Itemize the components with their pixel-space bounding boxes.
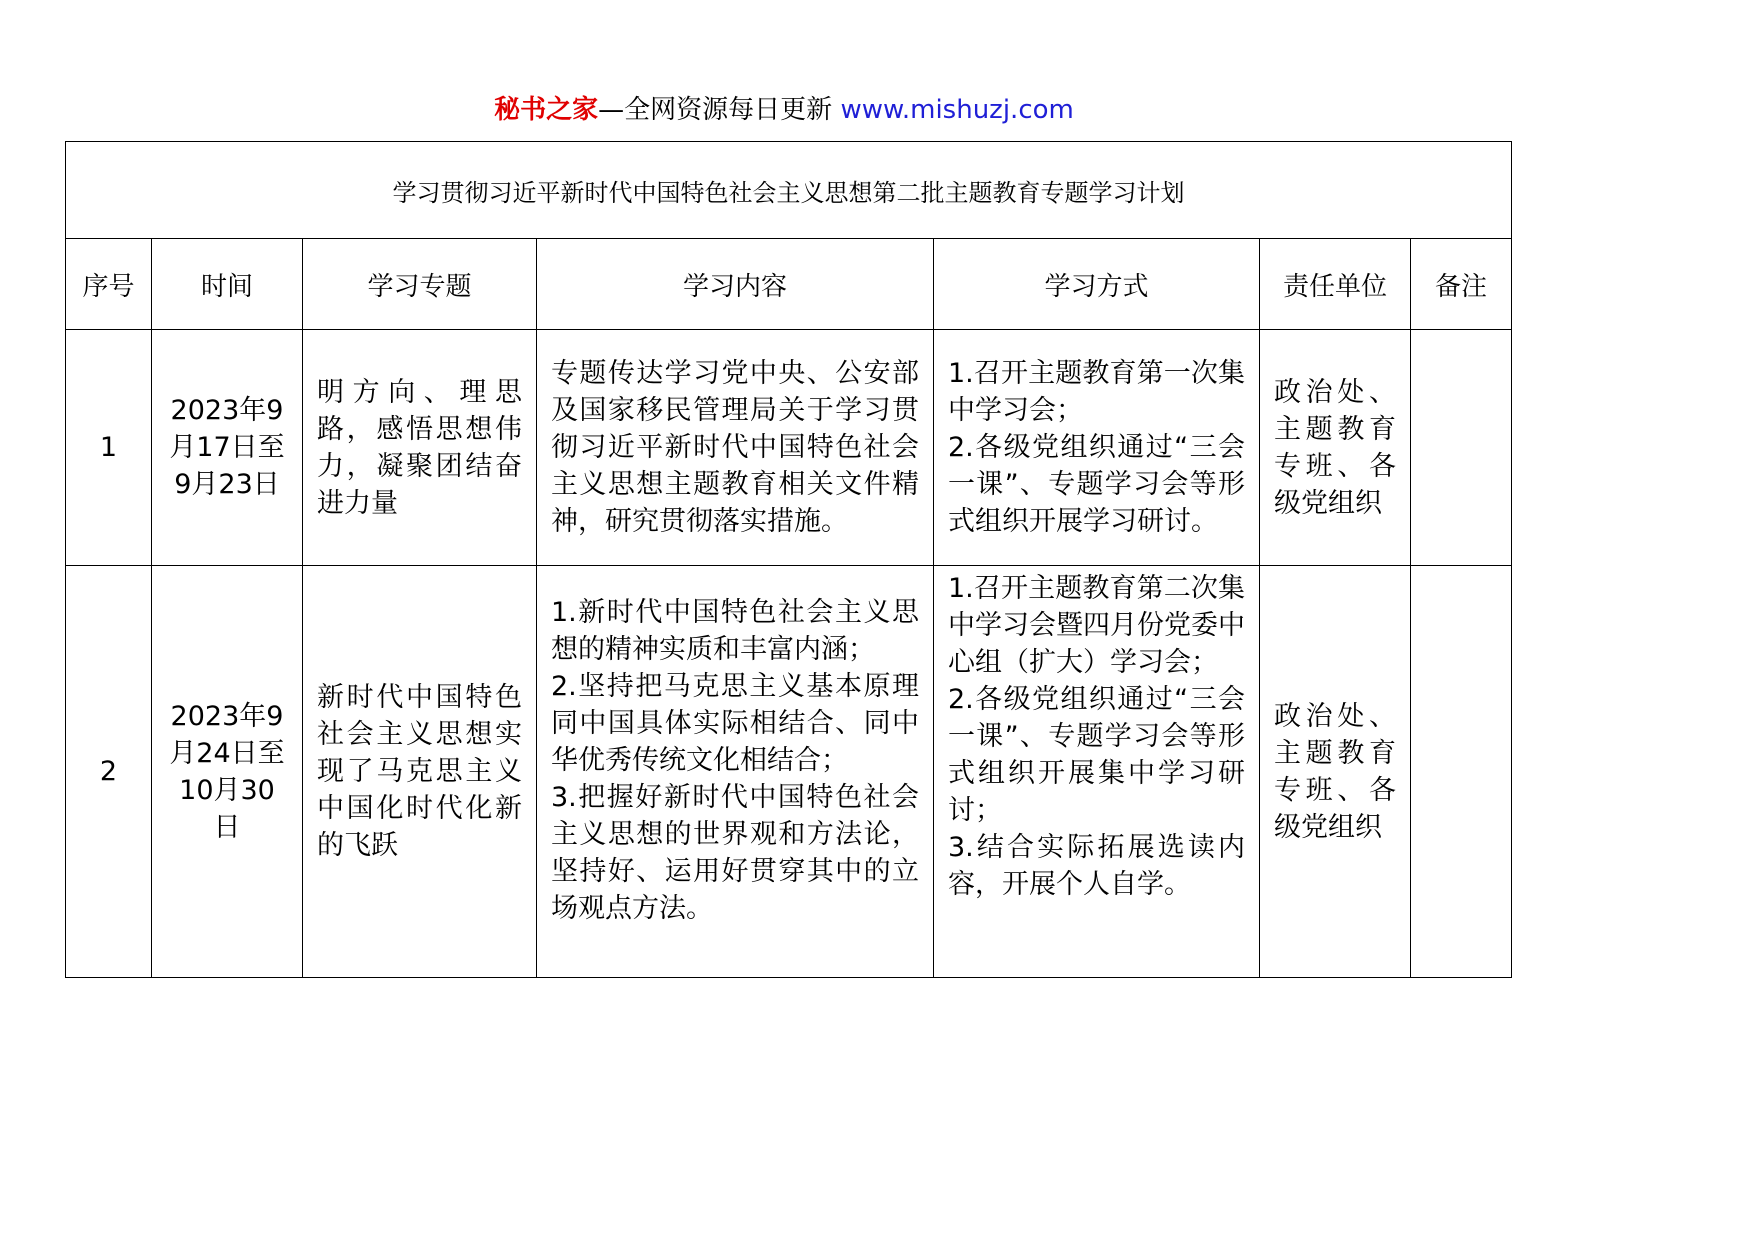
method-item: 1.召开主题教育第一次集中学习会；	[948, 358, 1245, 426]
row-content	[537, 566, 934, 978]
row-number: 2	[66, 566, 152, 978]
column-header-method: 学习方式	[934, 239, 1260, 330]
column-header-remark: 备注	[1411, 239, 1512, 330]
table-title: 学习贯彻习近平新时代中国特色社会主义思想第二批主题教育专题学习计划	[66, 142, 1512, 239]
row-number: 1	[66, 330, 152, 566]
content-item: 2.坚持把马克思主义基本原理同中国具体实际相结合、同中华优秀传统文化相结合；	[551, 671, 919, 776]
row-method	[934, 330, 1260, 566]
page-header	[0, 88, 1568, 132]
row-unit: 政治处、主题教育专班、各级党组织	[1260, 566, 1411, 978]
row-content	[537, 330, 934, 566]
brand-name: 秘书之家	[494, 95, 599, 125]
row-method	[934, 566, 1260, 978]
column-header-time: 时间	[152, 239, 303, 330]
header-url[interactable]: www.mishuzj.com	[840, 95, 1074, 125]
row-time: 2023年9月17日至9月23日	[152, 330, 303, 566]
row-remark	[1411, 330, 1512, 566]
method-item: 3.结合实际拓展选读内容，开展个人自学。	[948, 832, 1245, 900]
method-item: 2.各级党组织通过“三会一课”、专题学习会等形式组织开展集中学习研讨；	[948, 684, 1245, 826]
column-header-content: 学习内容	[537, 239, 934, 330]
row-topic: 明方向、理思路，感悟思想伟力，凝聚团结奋进力量	[303, 330, 537, 566]
table-header-row	[66, 239, 1512, 330]
content-item: 3.把握好新时代中国特色社会主义思想的世界观和方法论，坚持好、运用好贯穿其中的立场观点方法。	[551, 782, 919, 924]
column-header-topic: 学习专题	[303, 239, 537, 330]
row-unit: 政治处、主题教育专班、各级党组织	[1260, 330, 1411, 566]
table-row	[66, 330, 1512, 566]
content-item: 专题传达学习党中央、公安部及国家移民管理局关于学习贯彻习近平新时代中国特色社会主义思想主题教育相关文件精神，研究贯彻落实措施。	[551, 358, 919, 537]
content-item: 1.新时代中国特色社会主义思想的精神实质和丰富内涵；	[551, 597, 919, 665]
method-item: 2.各级党组织通过“三会一课”、专题学习会等形式组织开展学习研讨。	[948, 432, 1245, 537]
row-time: 2023年9月24日至10月30日	[152, 566, 303, 978]
study-plan-table	[65, 141, 1512, 978]
table-row	[66, 566, 1512, 978]
method-item: 1.召开主题教育第二次集中学习会暨四月份党委中心组（扩大）学习会；	[948, 573, 1245, 678]
row-remark	[1411, 566, 1512, 978]
column-header-unit: 责任单位	[1260, 239, 1411, 330]
row-topic: 新时代中国特色社会主义思想实现了马克思主义中国化时代化新的飞跃	[303, 566, 537, 978]
header-slogan: —全网资源每日更新	[598, 95, 833, 125]
column-header-no: 序号	[66, 239, 152, 330]
